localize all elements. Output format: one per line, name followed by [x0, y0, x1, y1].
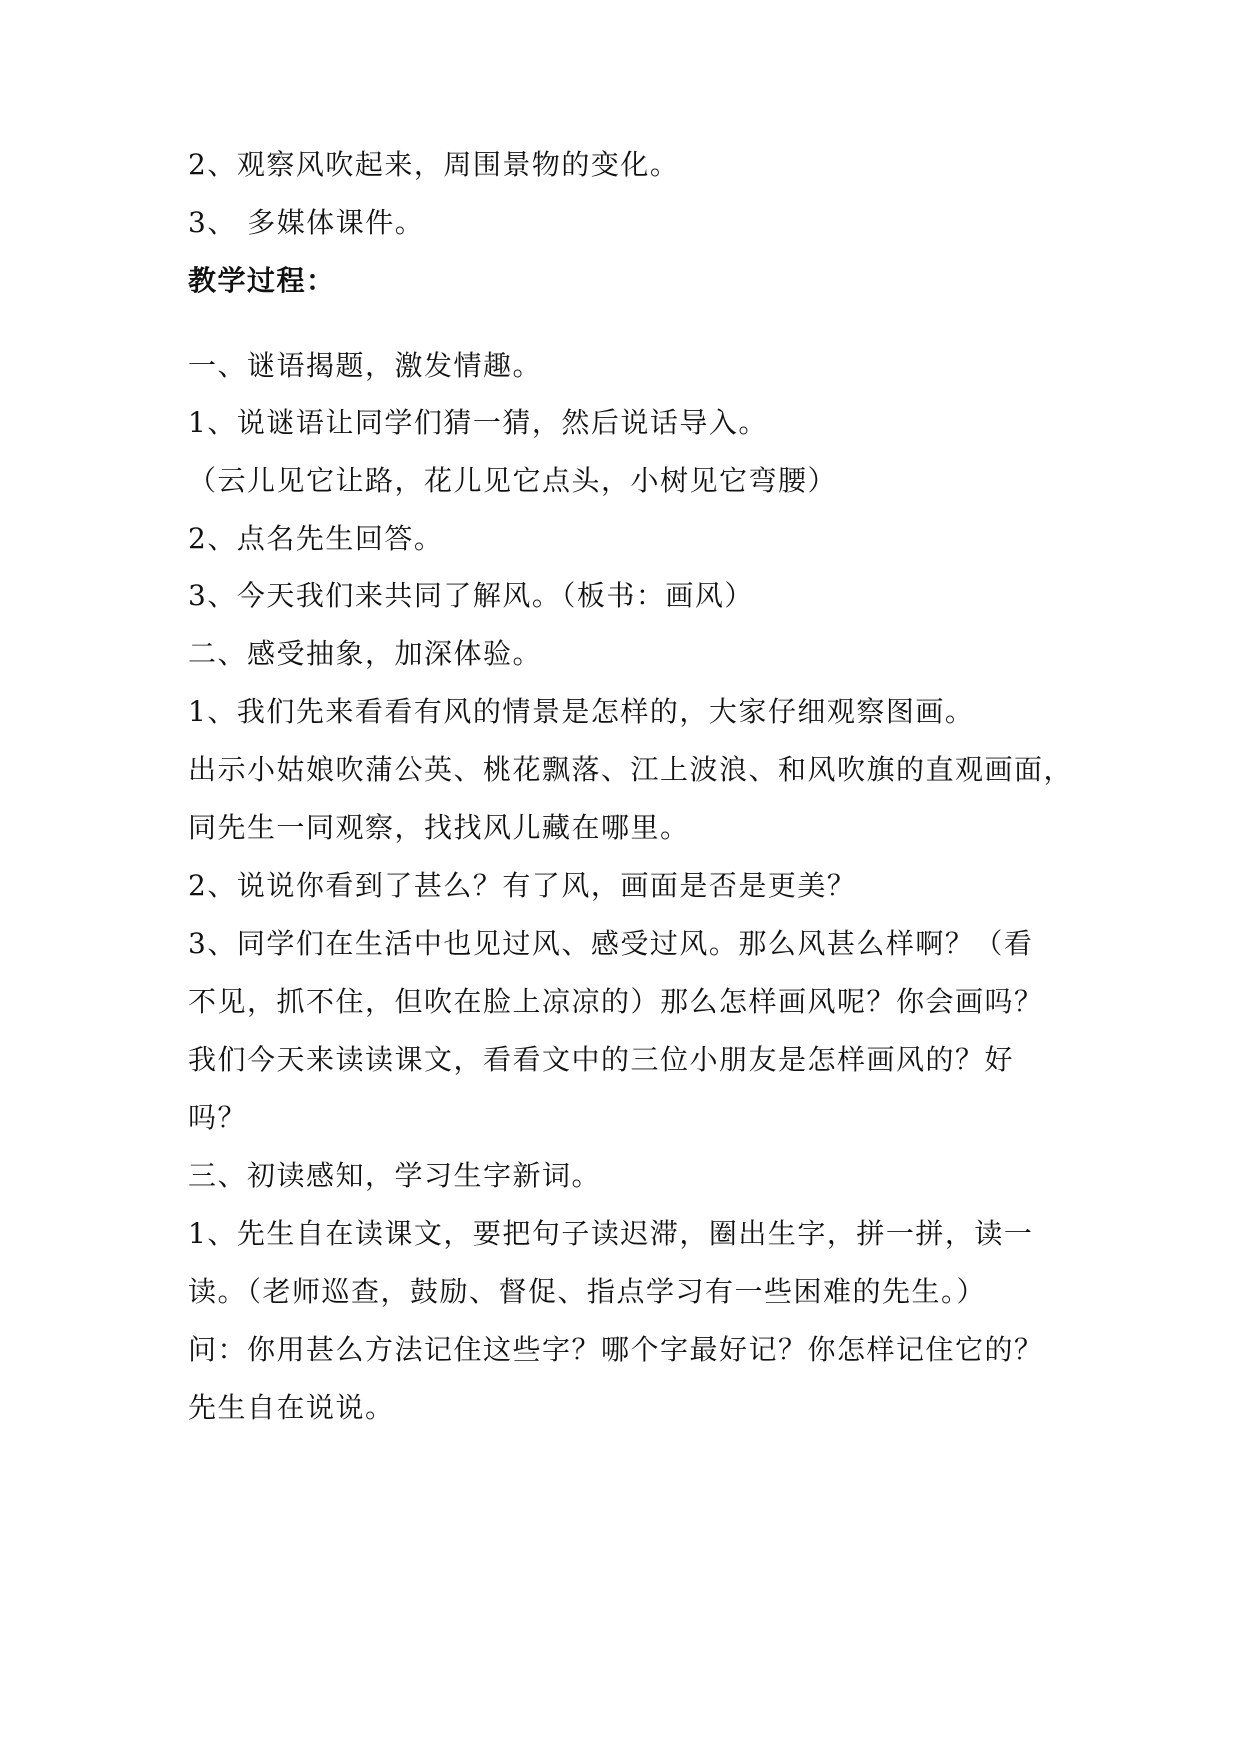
prep-item-3: 3、 多媒体课件。 — [188, 206, 425, 239]
step-2-item-1-detail-a: 出示小姑娘吹蒲公英、桃花飘落、江上波浪、和风吹旗的直观画面， — [188, 753, 1074, 786]
step-2-item-2: 2、说说你看到了甚么？有了风，画面是否是更美？ — [188, 869, 857, 902]
step-3-item-1-a: 1、先生自在读课文，要把句子读迟滞，圈出生字，拼一拼，读一 — [188, 1217, 1034, 1250]
riddle-text: （云儿见它让路，花儿见它点头，小树见它弯腰） — [188, 464, 838, 497]
step-2-heading: 二、感受抽象，加深体验。 — [188, 637, 543, 670]
prep-item-2: 2、观察风吹起来，周围景物的变化。 — [188, 148, 680, 181]
step-2-item-3-c: 我们今天来读读课文，看看文中的三位小朋友是怎样画风的？好 — [188, 1043, 1015, 1076]
step-2-item-3-b: 不见，抓不住，但吹在脸上凉凉的）那么怎样画风呢？你会画吗？ — [188, 985, 1044, 1018]
student-activity: 先生自在说说。 — [188, 1391, 395, 1424]
step-2-item-1-detail-b: 同先生一同观察，找找风儿藏在哪里。 — [188, 811, 690, 844]
step-1-heading: 一、谜语揭题，激发情趣。 — [188, 349, 543, 382]
question-text: 问：你用甚么方法记住这些字？哪个字最好记？你怎样记住它的？ — [188, 1333, 1044, 1366]
step-3-item-1-b: 读。（老师巡查，鼓励、督促、指点学习有一些困难的先生。） — [188, 1275, 987, 1308]
section-heading-teaching-process: 教学过程： — [188, 264, 336, 297]
step-2-item-3-d: 吗？ — [188, 1101, 248, 1134]
step-3-heading: 三、初读感知，学习生字新词。 — [188, 1159, 602, 1192]
step-2-item-1: 1、我们先来看看有风的情景是怎样的，大家仔细观察图画。 — [188, 695, 975, 728]
step-1-item-2: 2、点名先生回答。 — [188, 522, 444, 555]
step-2-item-3-a: 3、同学们在生活中也见过风、感受过风。那么风甚么样啊？（看 — [188, 927, 1034, 960]
step-1-item-1: 1、说谜语让同学们猜一猜，然后说话导入。 — [188, 406, 768, 439]
step-1-item-3: 3、今天我们来共同了解风。（板书：画风） — [188, 579, 754, 612]
